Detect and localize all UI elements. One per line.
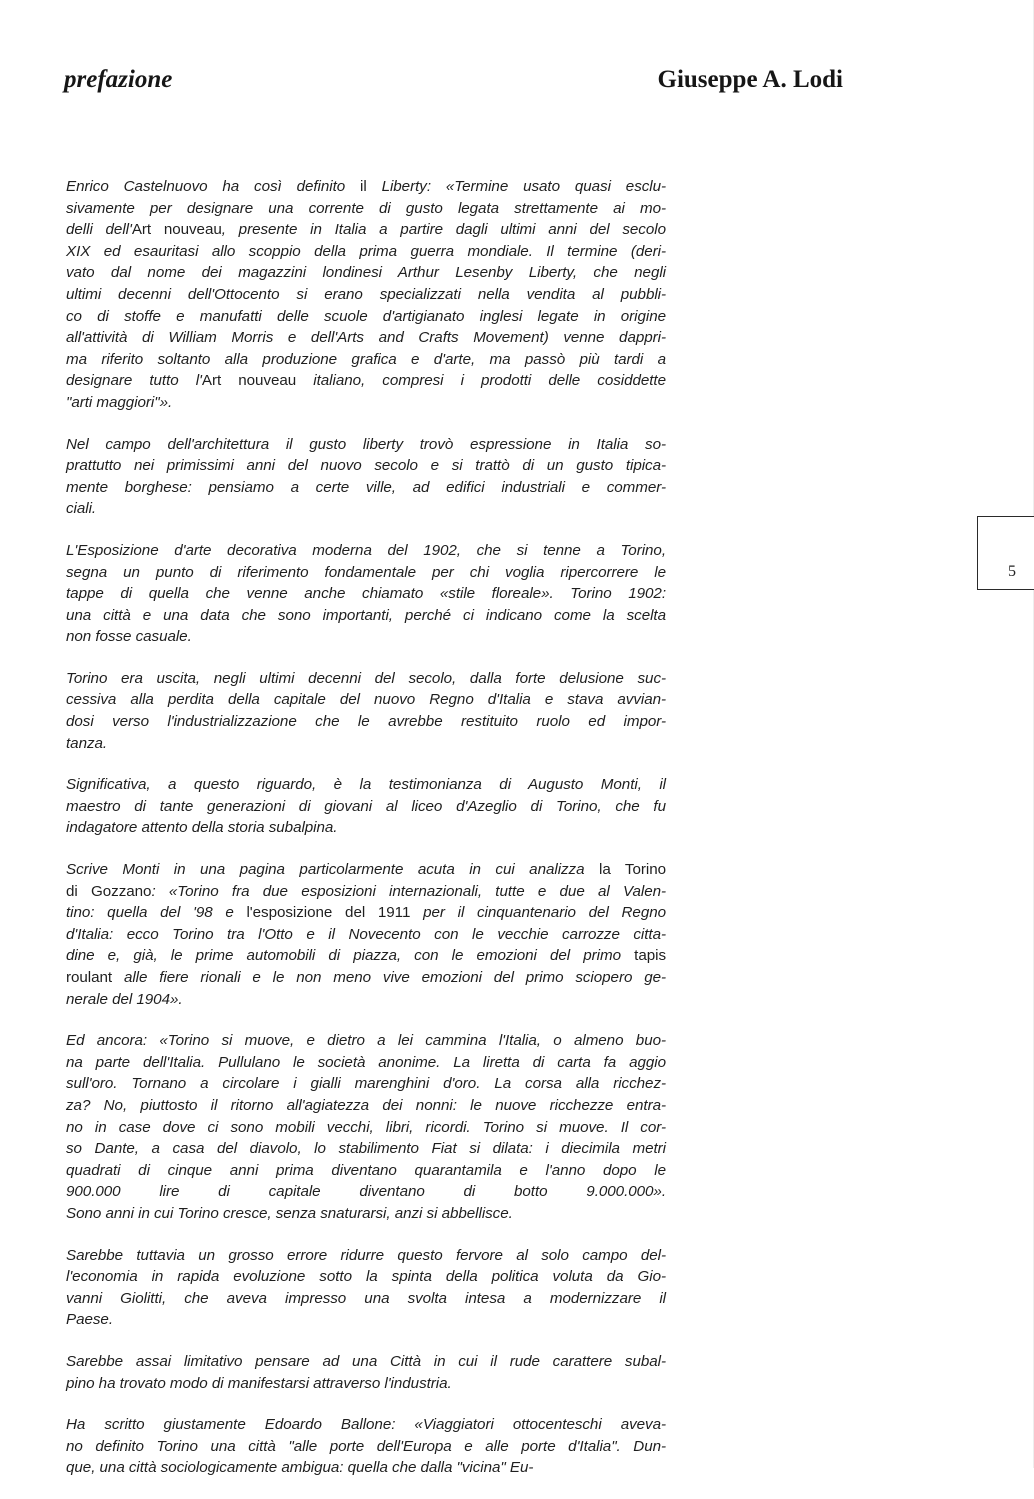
text-line [66, 774, 666, 796]
text-line [66, 198, 666, 220]
text-run: designare tutto l' [66, 372, 202, 390]
text-run: dosi verso l'industrializzazione che le avrebbe restituito ruolo ed impor- [66, 713, 666, 731]
text-run: Enrico Castelnuovo ha così definito [66, 178, 361, 195]
text-line [66, 349, 666, 371]
text-line [66, 1181, 666, 1203]
text-run: Paese. [66, 1311, 113, 1329]
text-line [66, 1203, 666, 1225]
text-run: delli dell' [66, 221, 132, 239]
text-line [66, 626, 666, 648]
text-run: "arti maggiori"». [66, 393, 173, 411]
text-line [66, 668, 666, 690]
paragraph [66, 434, 666, 520]
text-run: italiano, compresi i prodotti delle cosiddette [296, 372, 667, 390]
text-line [66, 583, 666, 605]
text-run: dine e, già, le prime automobili di piazza, con le emozioni del primo [66, 947, 635, 965]
text-run: so Dante, a casa del diavolo, lo stabilimento Fiat si dilata: i diecimila metri [66, 1140, 666, 1158]
upright-text-run: di Gozzano [66, 882, 152, 900]
text-line [66, 1160, 666, 1182]
text-run: Significativa, a questo riguardo, è la testimonianza di Augusto Monti, il [66, 776, 666, 794]
text-line [66, 241, 666, 263]
text-run: Sarebbe tuttavia un grosso errore ridurre questo fervore al solo campo del- [66, 1246, 666, 1264]
text-run: ciali. [66, 500, 97, 518]
text-line [66, 796, 666, 818]
text-line [66, 392, 666, 414]
text-run: ultimi decenni dell'Ottocento si erano specializzati nella vendita al pubbli- [66, 285, 666, 303]
text-run: Scrive Monti in una pagina particolarmente acuta in cui analizza [66, 861, 599, 879]
text-line [66, 1138, 666, 1160]
text-run: sivamente per designare una corrente di gusto legata strettamente ai mo- [66, 199, 666, 217]
text-line [66, 455, 666, 477]
body-text [66, 176, 666, 1499]
text-run: tappe di quella che venne anche chiamato «stile floreale». Torino 1902: [66, 585, 666, 603]
paragraph [66, 1245, 666, 1331]
text-line [66, 902, 666, 924]
text-run: tino: quella del '98 e [66, 904, 247, 922]
paragraph [66, 1351, 666, 1394]
text-line [66, 176, 666, 198]
text-run: vato dal nome dei magazzini londinesi Arthur Lesenby Liberty, che negli [66, 264, 666, 282]
text-line [66, 1117, 666, 1139]
paragraph [66, 540, 666, 648]
text-run: L'Esposizione d'arte decorativa moderna del 1902, che si tenne a Torino, [66, 541, 666, 559]
page-number-tab [977, 516, 1034, 590]
text-run: vanni Giolitti, che aveva impresso una svolta intesa a modernizzare il [66, 1289, 666, 1307]
text-run: segna un punto di riferimento fondamentale per chi voglia ripercorrere le [66, 563, 666, 581]
text-run: Nel campo dell'architettura il gusto liberty trovò espressione in Italia so- [66, 435, 666, 453]
text-line [66, 1309, 666, 1331]
text-line [66, 1266, 666, 1288]
upright-text-run: Art nouveau [201, 372, 297, 390]
paragraph [66, 668, 666, 754]
upright-text-run: il [360, 178, 367, 195]
upright-text-run: tapis [634, 947, 666, 965]
text-line [66, 284, 666, 306]
text-line [66, 989, 666, 1011]
text-run: indagatore attento della storia subalpina. [66, 819, 338, 837]
text-line [66, 1351, 666, 1373]
text-run: Torino era uscita, negli ultimi decenni del secolo, dalla forte delusione suc- [66, 669, 666, 687]
text-run: d'Italia: ecco Torino tra l'Otto e il Novecento con le vecchie carrozze citta- [66, 925, 666, 943]
text-line [66, 1073, 666, 1095]
text-run: : «Termine usato quasi esclu- [426, 178, 667, 195]
section-title: prefazione [64, 66, 173, 93]
text-line [66, 605, 666, 627]
text-line [66, 733, 666, 755]
text-line [66, 498, 666, 520]
text-run: za? No, piuttosto il ritorno all'agiatezza dei nonni: le nuove ricchezze entra- [66, 1096, 666, 1114]
text-line [66, 945, 666, 967]
text-line [66, 1373, 666, 1395]
text-run: alle fiere rionali e le non meno vive emozioni del primo sciopero ge- [112, 969, 666, 986]
text-run: Ed ancora: «Torino si muove, e dietro a lei cammina l'Italia, o almeno buo- [66, 1032, 666, 1050]
text-line [66, 1288, 666, 1310]
text-run: per il cinquantenario del Regno [410, 904, 667, 922]
text-run: quadrati di cinque anni prima diventano quarantamila e l'anno dopo le [66, 1161, 666, 1179]
paragraph [66, 859, 666, 1010]
text-line [66, 540, 666, 562]
upright-text-run: la Torino [599, 861, 666, 879]
paragraph [66, 1414, 666, 1479]
text-line [66, 1245, 666, 1267]
text-run: cessiva alla perdita della capitale del nuovo Regno d'Italia e stava avvian- [66, 691, 666, 709]
text-run: XIX ed esauritasi allo scoppio della prima guerra mondiale. Il termine (deri- [66, 242, 666, 260]
text-line [66, 1052, 666, 1074]
text-line [66, 1030, 666, 1052]
text-line [66, 924, 666, 946]
text-run: Sono anni in cui Torino cresce, senza snaturarsi, anzi si abbellisce. [66, 1204, 513, 1222]
paragraph [66, 176, 666, 414]
upright-text-run: Art nouveau [131, 221, 222, 239]
text-run: all'attività di William Morris e dell'Arts and Crafts Movement) venne dappri- [66, 329, 666, 347]
upright-text-run: l'esposizione del 1911 [246, 904, 411, 922]
text-line [66, 562, 666, 584]
text-run: Ha scritto giustamente Edoardo Ballone: «Viaggiatori ottocenteschi aveva- [66, 1416, 666, 1434]
text-run: prattutto nei primissimi anni del nuovo secolo e si trattò di un gusto tipica- [66, 457, 666, 475]
text-run: non fosse casuale. [66, 628, 192, 646]
text-run: una città e una data che sono importanti, perché ci indicano come la scelta [66, 606, 666, 624]
author-name: Giuseppe A. Lodi [657, 66, 843, 93]
text-line [66, 881, 666, 903]
text-run: Sarebbe assai limitativo pensare ad una Città in cui il rude carattere subal- [66, 1352, 666, 1370]
text-line [66, 327, 666, 349]
text-run: no in case dove ci sono mobili vecchi, libri, ricordi. Torino si muove. Il cor- [66, 1118, 666, 1136]
text-run: l'economia in rapida evoluzione sotto la spinta della politica voluta da Gio- [66, 1268, 666, 1286]
text-line [66, 689, 666, 711]
text-line [66, 306, 666, 328]
text-line [66, 1414, 666, 1436]
text-run: que, una città sociologicamente ambigua: quella che dalla "vicina" Eu- [66, 1459, 534, 1477]
text-line [66, 1095, 666, 1117]
text-line [66, 1436, 666, 1458]
paragraph [66, 1030, 666, 1224]
text-line [66, 477, 666, 499]
text-line [66, 219, 666, 241]
text-run: co di stoffe e manufatti delle scuole d'artigianato inglesi legate in origine [66, 307, 666, 325]
text-run: mente borghese: pensiamo a certe ville, ad edifici industriali e commer- [66, 478, 666, 496]
text-line [66, 711, 666, 733]
paragraph [66, 774, 666, 839]
text-run: sull'oro. Tornano a circolare i gialli marenghini d'oro. La corsa alla ricchez- [66, 1075, 666, 1093]
text-run: maestro di tante generazioni di giovani al liceo d'Azeglio di Torino, che fu [66, 797, 666, 815]
text-line [66, 370, 666, 392]
text-run: , presente in Italia a partire dagli ultimi anni del secolo [221, 221, 666, 239]
text-line [66, 434, 666, 456]
text-run: Liberty [366, 178, 427, 195]
text-run: pino ha trovato modo di manifestarsi attraverso l'industria. [66, 1374, 452, 1392]
text-line [66, 859, 666, 881]
page-number: 5 [1008, 563, 1016, 580]
text-run: nerale del 1904». [66, 990, 183, 1008]
text-line [66, 967, 666, 989]
text-run: 900.000 lire di capitale diventano di botto 9.000.000». [66, 1183, 666, 1201]
text-run: na parte dell'Italia. Pullulano le società anonime. La liretta di carta fa aggio [66, 1053, 666, 1071]
text-run: no definito Torino una città "alle porte dell'Europa e alle porte d'Italia". Dun- [66, 1437, 666, 1455]
text-line [66, 1457, 666, 1479]
text-run: : «Torino fra due esposizioni internazionali, tutte e due al Valen- [151, 882, 667, 900]
text-line [66, 817, 666, 839]
text-run: ma riferito soltanto alla produzione grafica e d'arte, ma passò più tardi a [66, 350, 666, 368]
text-line [66, 262, 666, 284]
upright-text-run: roulant [66, 969, 113, 986]
text-run: tanza. [66, 734, 108, 752]
